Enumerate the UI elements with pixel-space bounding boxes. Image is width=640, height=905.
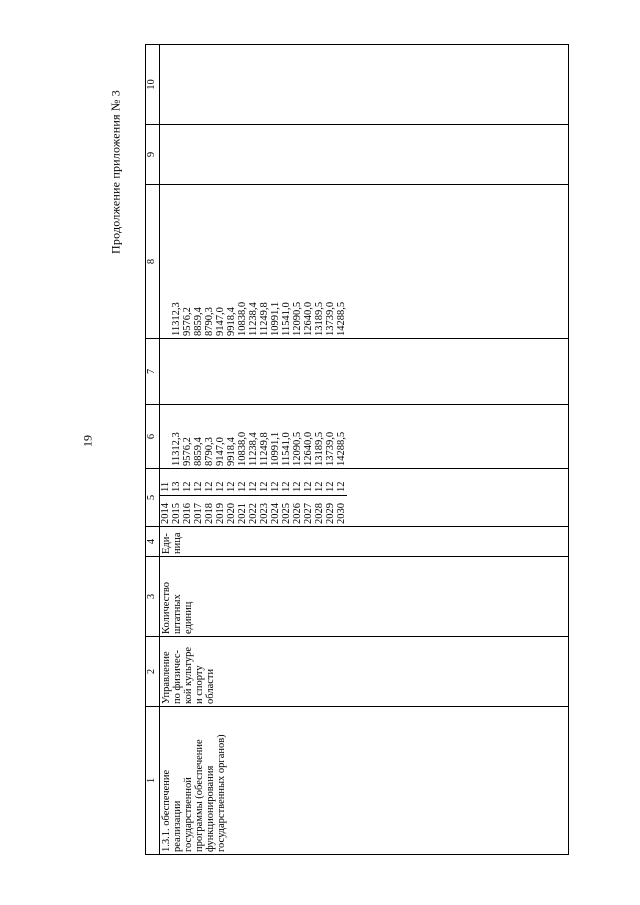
header-col-10: 10 (146, 45, 160, 125)
list-item: 12 (248, 481, 259, 492)
list-item: 14288,5 (336, 431, 347, 466)
table-row (160, 45, 569, 855)
cell-col10 (160, 45, 569, 125)
list-item: 2027 (303, 503, 314, 524)
list-item: 11541,0 (281, 302, 292, 336)
list-item: 9918,4 (226, 437, 237, 466)
list-item: 10991,1 (270, 301, 281, 336)
list-item: 9918,4 (226, 307, 237, 336)
list-item: 2024 (270, 503, 281, 524)
list-item: 2019 (215, 503, 226, 524)
list-item: 13 (171, 481, 182, 492)
list-item: 12 (314, 481, 325, 492)
header-col-4: 4 (146, 527, 160, 557)
header-col-1: 1 (146, 707, 160, 855)
cell-col9 (160, 125, 569, 185)
list-item: 12640,0 (303, 431, 314, 466)
list-item: 2023 (259, 503, 270, 524)
header-col-9: 9 (146, 125, 160, 185)
data-table (145, 44, 569, 855)
list-item: 2029 (325, 503, 336, 524)
cell-unit: Еди- ница (160, 527, 569, 557)
list-item: 12 (182, 481, 193, 492)
header-col-2: 2 (146, 637, 160, 707)
header-row (146, 45, 160, 855)
list-item: 13739,0 (325, 431, 336, 466)
list-item: 12 (336, 481, 347, 492)
list-item: 2020 (226, 503, 237, 524)
list-item: 2028 (314, 503, 325, 524)
list-item: 12 (193, 481, 204, 492)
header-col-7: 7 (146, 339, 160, 405)
list-item: 13189,5 (314, 431, 325, 466)
list-item: 11 (160, 481, 171, 492)
list-item: 12 (226, 481, 237, 492)
list-item: 9147,0 (215, 307, 226, 336)
list-item: 2021 (237, 503, 248, 524)
list-item: 8790,3 (204, 307, 215, 336)
list-item: 8859,4 (193, 437, 204, 466)
list-item (160, 187, 171, 336)
list-item: 9576,2 (182, 307, 193, 336)
list-item: 11249,8 (259, 302, 270, 336)
list-item: 12090,5 (292, 431, 303, 466)
list-item: 13739,0 (325, 301, 336, 336)
list-item: 12 (215, 481, 226, 492)
cell-years-values (160, 469, 569, 527)
list-item: 14288,5 (336, 301, 347, 336)
list-item: 11249,8 (259, 432, 270, 466)
list-item: 11238,4 (248, 302, 259, 336)
data-table-wrapper (145, 45, 570, 855)
list-item: 12 (259, 481, 270, 492)
list-item: 2030 (336, 503, 347, 524)
cell-executor: Управление по физичес- кой культуре и спорту области (160, 637, 569, 707)
list-item: 11312,3 (171, 432, 182, 466)
cell-activity: 1.3.1. обеспечение реализации государственной программы (обеспечение функционирования государственных органов) (160, 707, 569, 855)
list-item: 2018 (204, 503, 215, 524)
header-col-5: 5 (146, 469, 160, 527)
list-item: 10838,0 (237, 301, 248, 336)
list-item: 9576,2 (182, 437, 193, 466)
cell-col6 (160, 405, 569, 469)
list-item (160, 407, 171, 466)
years-list (160, 495, 347, 526)
list-item: 2016 (182, 503, 193, 524)
list-item: 12 (270, 481, 281, 492)
list-item: 12 (204, 481, 215, 492)
list-item: 11238,4 (248, 432, 259, 466)
list-item: 12 (237, 481, 248, 492)
list-item: 2022 (248, 503, 259, 524)
list-item: 8859,4 (193, 307, 204, 336)
list-item: 10838,0 (237, 431, 248, 466)
header-col-6: 6 (146, 405, 160, 469)
col5-values (160, 482, 347, 496)
list-item: 12640,0 (303, 301, 314, 336)
header-col-3: 3 (146, 557, 160, 637)
list-item: 12 (303, 481, 314, 492)
list-item: 9147,0 (215, 437, 226, 466)
list-item: 12 (325, 481, 336, 492)
list-item: 2026 (292, 503, 303, 524)
list-item: 2017 (193, 503, 204, 524)
list-item: 8790,3 (204, 437, 215, 466)
list-item: 12 (281, 481, 292, 492)
cell-indicator: Количество штатных единиц (160, 557, 569, 637)
header-col-8: 8 (146, 185, 160, 339)
list-item: 13189,5 (314, 301, 325, 336)
list-item: 12090,5 (292, 301, 303, 336)
list-item: 2014 (160, 503, 171, 524)
list-item: 11312,3 (171, 302, 182, 336)
list-item: 2015 (171, 503, 182, 524)
list-item: 10991,1 (270, 431, 281, 466)
list-item: 2025 (281, 503, 292, 524)
list-item: 12 (292, 481, 303, 492)
cell-col7 (160, 339, 569, 405)
list-item: 11541,0 (281, 432, 292, 466)
cell-col8 (160, 185, 569, 339)
